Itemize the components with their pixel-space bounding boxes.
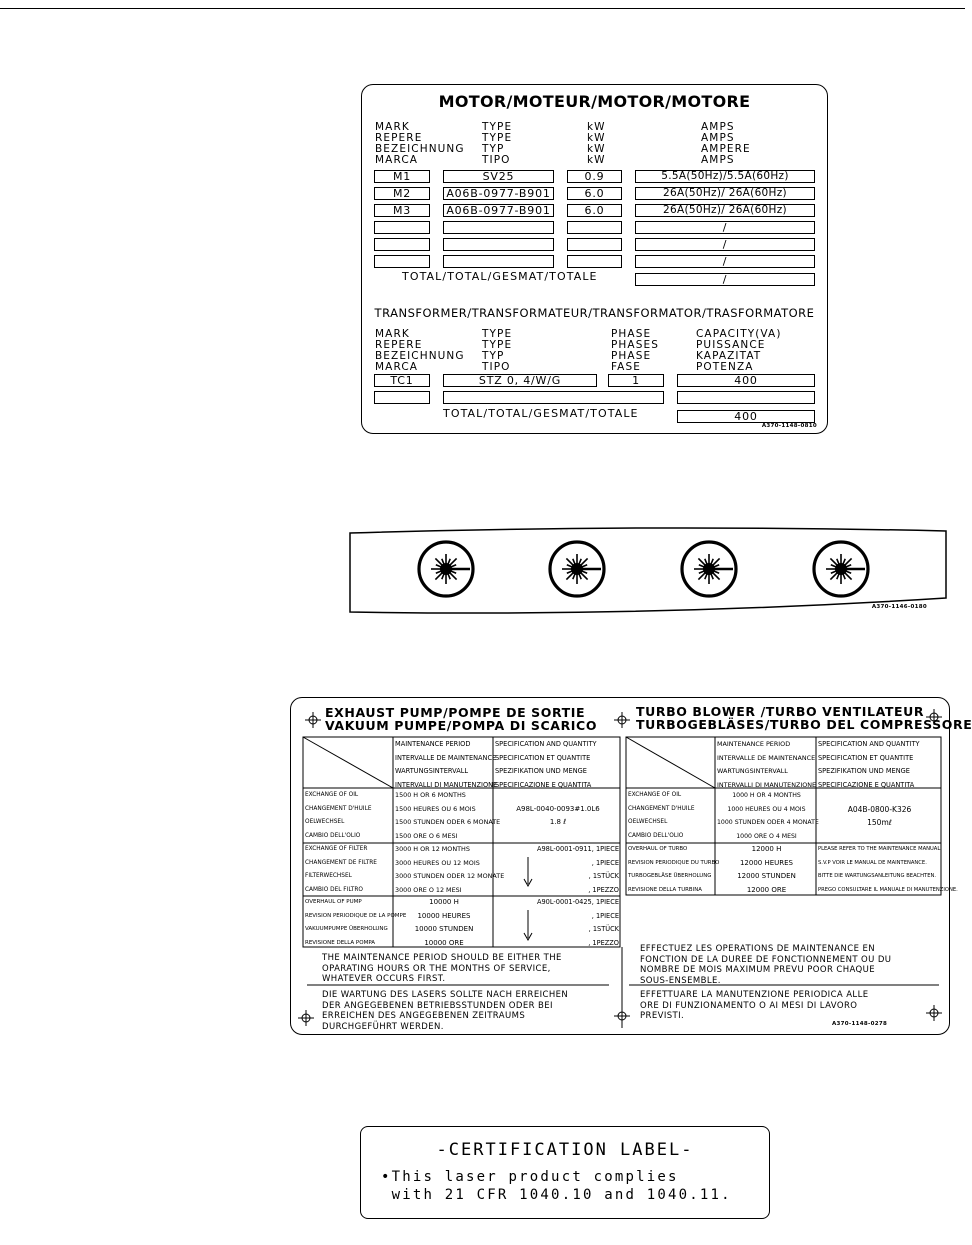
- motor-row-4-kw: [567, 221, 622, 234]
- motor-row-3-amps: 26A(50Hz)/ 26A(60Hz): [635, 204, 815, 217]
- turbo-blower-title-1: TURBO BLOWER /TURBO VENTILATEUR: [636, 704, 925, 719]
- motor-row-3-kw: 6.0: [567, 204, 622, 217]
- motor-row-4-amps: /: [635, 221, 815, 234]
- motor-col-amps-header: AMPS AMPS AMPERE AMPS: [701, 121, 751, 166]
- certification-line-2: with 21 CFR 1040.10 and 1040.11.: [381, 1187, 732, 1203]
- laser-label-code: A370-1146-0180: [871, 604, 927, 610]
- turbo-oil-period: 1000 H OR 4 MONTHS 1000 HEURES OU 4 MOIS 1000 STUNDEN ODER 4 MONATE 1000 ORE O 4 MESI: [717, 792, 819, 840]
- motor-row-4-type: [443, 221, 554, 234]
- transformer-total-value: 400: [677, 410, 815, 423]
- motor-total-label: TOTAL/TOTAL/GESMAT/TOTALE: [402, 270, 598, 283]
- laser-warning-icon: [674, 534, 744, 604]
- maintenance-note-german: DIE WARTUNG DES LASERS SOLLTE NACH ERREICHEN DER ANGEGEBENEN BETRIEBSSTUNDEN ODER BEI ERREICHEN DES ANGEGEBENEN ZEITRAUMS DURCHGEFÜHRT WERDEN.: [322, 990, 569, 1032]
- motor-label: [361, 84, 828, 434]
- transformer-row-2-mark: [374, 391, 430, 404]
- motor-col-mark-header: MARK REPERE BEZEICHNUNG MARCA: [375, 121, 465, 166]
- motor-row-1-mark: M1: [374, 170, 430, 183]
- laser-warning-icon: [806, 534, 876, 604]
- maintenance-note-italian: EFFETTUARE LA MANUTENZIONE PERIODICA ALLE ORE DI FUNZIONAMENTO O AI MESI DI LAVORO PREVISTI.: [640, 990, 869, 1021]
- motor-row-2-mark: M2: [374, 187, 430, 200]
- exhaust-period-header: MAINTENANCE PERIOD INTERVALLE DE MAINTENANCE WARTUNGSINTERVALL INTERVALLI DI MANUTENZIONE: [395, 740, 498, 789]
- exhaust-filter-period: 3000 H OR 12 MONTHS 3000 HEURES OU 12 MOIS 3000 STUNDEN ODER 12 MONATE 3000 ORE O 12 MESI: [395, 845, 505, 894]
- exhaust-overhaul-period: 10000 H 10000 HEURES 10000 STUNDEN 10000 ORE: [414, 898, 474, 947]
- motor-row-5-mark: [374, 238, 430, 251]
- transformer-row-1-phase: 1: [608, 374, 664, 387]
- transformer-row-2-type: [443, 391, 664, 404]
- certification-label: [360, 1126, 770, 1219]
- exhaust-oil-period: 1500 H OR 6 MONTHS 1500 HEURES OU 6 MOIS 1500 STUNDEN ODER 6 MONATE 1500 ORE O 6 MESI: [395, 791, 501, 840]
- turbo-overhaul-item: OVERHAUL OF TURBO REVISION PERIODIQUE DU TURBO TURBOGEBLÄSE ÜBERHOLUNG REVISIONE DELLA TURBINA: [628, 846, 720, 893]
- motor-label-code: A370-1148-0810: [761, 423, 817, 429]
- turbo-spec-header: SPECIFICATION AND QUANTITY SPECIFICATION ET QUANTITE SPEZIFIKATION UND MENGE SPECIFICAZIONE E QUANTITA: [818, 740, 920, 789]
- motor-row-1-type: SV25: [443, 170, 554, 183]
- transformer-row-1-type: STZ 0, 4/W/G: [443, 374, 597, 387]
- exhaust-pump-title-1: EXHAUST PUMP/POMPE DE SORTIE: [325, 705, 586, 720]
- exhaust-filter-spec: A98L-0001-0911, 1PIECE , 1PIECE , 1STÜCK , 1PEZZO: [536, 845, 619, 894]
- turbo-oil-spec: A04B-0800-K326 150mℓ: [847, 804, 912, 827]
- motor-row-5-type: [443, 238, 554, 251]
- exhaust-spec-header: SPECIFICATION AND QUANTITY SPECIFICATION ET QUANTITE SPEZIFIKATION UND MENGE SPECIFICAZIONE E QUANTITA: [495, 740, 597, 789]
- certification-line-1: •This laser product complies: [381, 1169, 679, 1185]
- exhaust-oil-item: EXCHANGE OF OIL CHANGEMENT D'HUILE OELWECHSEL CAMBIO DELL'OLIO: [305, 792, 372, 839]
- exhaust-overhaul-spec: A90L-0001-0425, 1PIECE , 1PIECE , 1STÜCK , 1PEZZO: [536, 898, 619, 947]
- motor-row-6-kw: [567, 255, 622, 268]
- transformer-col-mark-header: MARK REPERE BEZEICHNUNG MARCA: [375, 328, 465, 373]
- laser-warning-label: [349, 520, 947, 614]
- turbo-blower-title-2: TURBOGEBLÄSES/TURBO DEL COMPRESSORE: [636, 717, 972, 732]
- turbo-period-header: MAINTENANCE PERIOD INTERVALLE DE MAINTENANCE WARTUNGSINTERVALL INTERVALLI DI MANUTENZIONE: [717, 740, 817, 789]
- turbo-overhaul-spec: PLEASE REFER TO THE MAINTENANCE MANUAL. S.V.P VOIR LE MANUAL DE MAINTENANCE. BITTE DIE WARTUNGSANLEITUNG BEACHTEN. PREGO CONSULTARE IL MANUALE DI MANUTENZIONE.: [818, 846, 958, 893]
- motor-row-5-kw: [567, 238, 622, 251]
- maintenance-note-french: EFFECTUEZ LES OPERATIONS DE MAINTENANCE EN FONCTION DE LA DUREE DE FONCTIONNEMENT OU DU NOMBRE DE MOIS MAXIMUM PREVU POOR CHAQUE SOUS-ENSEMBLE.: [640, 944, 892, 986]
- motor-col-type-header: TYPE TYPE TYP TIPO: [482, 121, 513, 166]
- exhaust-overhaul-item: OVERHAUL OF PUMP REVISION PERIODIQUE DE LA POMPE VAKUUMPUMPE ÜBERHOLUNG REVISIONE DELLA POMPA: [305, 899, 407, 946]
- laser-warning-icon: [411, 534, 481, 604]
- maintenance-note-english: THE MAINTENANCE PERIOD SHOULD BE EITHER THE OPARATING HOURS OR THE MONTHS OF SERVICE, WHATEVER OCCURS FIRST.: [322, 953, 562, 984]
- motor-col-kw-header: kW kW kW kW: [587, 121, 606, 166]
- motor-row-2-amps: 26A(50Hz)/ 26A(60Hz): [635, 187, 815, 200]
- motor-row-2-kw: 6.0: [567, 187, 622, 200]
- exhaust-oil-spec: A98L-0040-0093#1.0L6 1.8 ℓ: [516, 804, 600, 826]
- transformer-col-phase-header: PHASE PHASES PHASE FASE: [611, 328, 659, 373]
- motor-total-value: /: [635, 273, 815, 286]
- transformer-col-type-header: TYPE TYPE TYP TIPO: [482, 328, 513, 373]
- motor-row-3-mark: M3: [374, 204, 430, 217]
- motor-label-title: MOTOR/MOTEUR/MOTOR/MOTORE: [438, 92, 751, 111]
- turbo-oil-item: EXCHANGE OF OIL CHANGEMENT D'HUILE OELWECHSEL CAMBIO DELL'OLIO: [628, 792, 695, 839]
- exhaust-pump-title-2: VAKUUM PUMPE/POMPA DI SCARICO: [325, 718, 598, 733]
- page-top-rule: [0, 8, 965, 9]
- motor-row-3-type: A06B-0977-B901: [443, 204, 554, 217]
- motor-row-5-amps: /: [635, 238, 815, 251]
- transformer-row-1-capacity: 400: [677, 374, 815, 387]
- motor-row-6-mark: [374, 255, 430, 268]
- transformer-total-label: TOTAL/TOTAL/GESMAT/TOTALE: [443, 407, 639, 420]
- transformer-title: TRANSFORMER/TRANSFORMATEUR/TRANSFORMATOR/TRASFORMATORE: [374, 306, 815, 320]
- motor-row-6-type: [443, 255, 554, 268]
- transformer-row-1-mark: TC1: [374, 374, 430, 387]
- certification-title: -CERTIFICATION LABEL-: [436, 1140, 694, 1160]
- motor-row-1-amps: 5.5A(50Hz)/5.5A(60Hz): [635, 170, 815, 183]
- maintenance-label: [290, 697, 972, 1035]
- transformer-row-2-capacity: [677, 391, 815, 404]
- motor-row-4-mark: [374, 221, 430, 234]
- motor-row-2-type: A06B-0977-B901: [443, 187, 554, 200]
- exhaust-filter-item: EXCHANGE OF FILTER CHANGEMENT DE FILTRE FILTERWECHSEL CAMBIO DEL FILTRO: [305, 846, 377, 893]
- transformer-col-capacity-header: CAPACITY(VA) PUISSANCE KAPAZITAT POTENZA: [696, 328, 782, 373]
- motor-row-6-amps: /: [635, 255, 815, 268]
- motor-row-1-kw: 0.9: [567, 170, 622, 183]
- laser-warning-icon: [542, 534, 612, 604]
- maintenance-label-code: A370-1148-0278: [832, 1021, 888, 1027]
- turbo-overhaul-period: 12000 H 12000 HEURES 12000 STUNDEN 12000 ORE: [737, 845, 796, 894]
